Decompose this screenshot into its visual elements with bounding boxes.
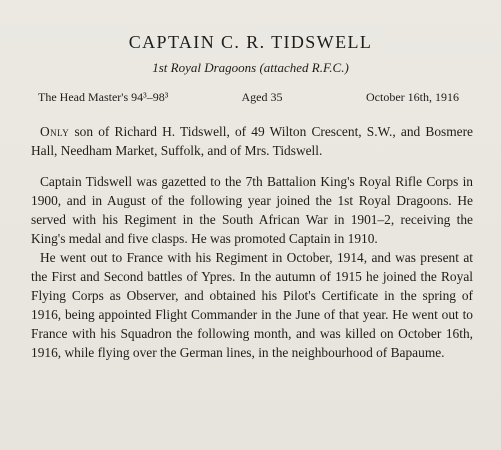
paragraph-war-service: He went out to France with his Regiment in October, 1914, and was present at the First and Second battles of Ypres. In the autumn of 1915 he joined the Royal Flying Corps as Observer, and obtained his Pilot's Certificate in the spring of 1916, being appointed Flight Commander in the June of that year. He went out to France with his Squadron the following month, and was killed on October 16th, 1916, while flying over the German lines, in the neighbourhood of Bapaume. [31,250,473,360]
house-years: The Head Master's 94³–98³ [38,90,169,104]
regiment-subtitle: 1st Royal Dragoons (attached R.F.C.) [152,60,349,75]
death-date: October 16th, 1916 [366,90,459,104]
meta-row [38,90,459,105]
page-title: CAPTAIN C. R. TIDSWELL [128,32,373,52]
biography-body [31,122,473,362]
paragraph-parentage [31,122,473,160]
age-at-death: Aged 35 [241,90,283,104]
paragraph-parentage-text: son of Richard H. Tidswell, of 49 Wilton Crescent, S.W., and Bosmere Hall, Needham Market, Suffolk, and of Mrs. Tidswell. [31,124,473,158]
paragraph-lead-word: Only [40,124,70,139]
paragraph-early-career: Captain Tidswell was gazetted to the 7th Battalion King's Royal Rifle Corps in 1900, and in August of the following year joined the 1st Royal Dragoons. He served with his Regiment in the South African War in 1901–2, receiving the King's medal and five clasps. He was promoted Captain in 1910. [31,174,473,246]
